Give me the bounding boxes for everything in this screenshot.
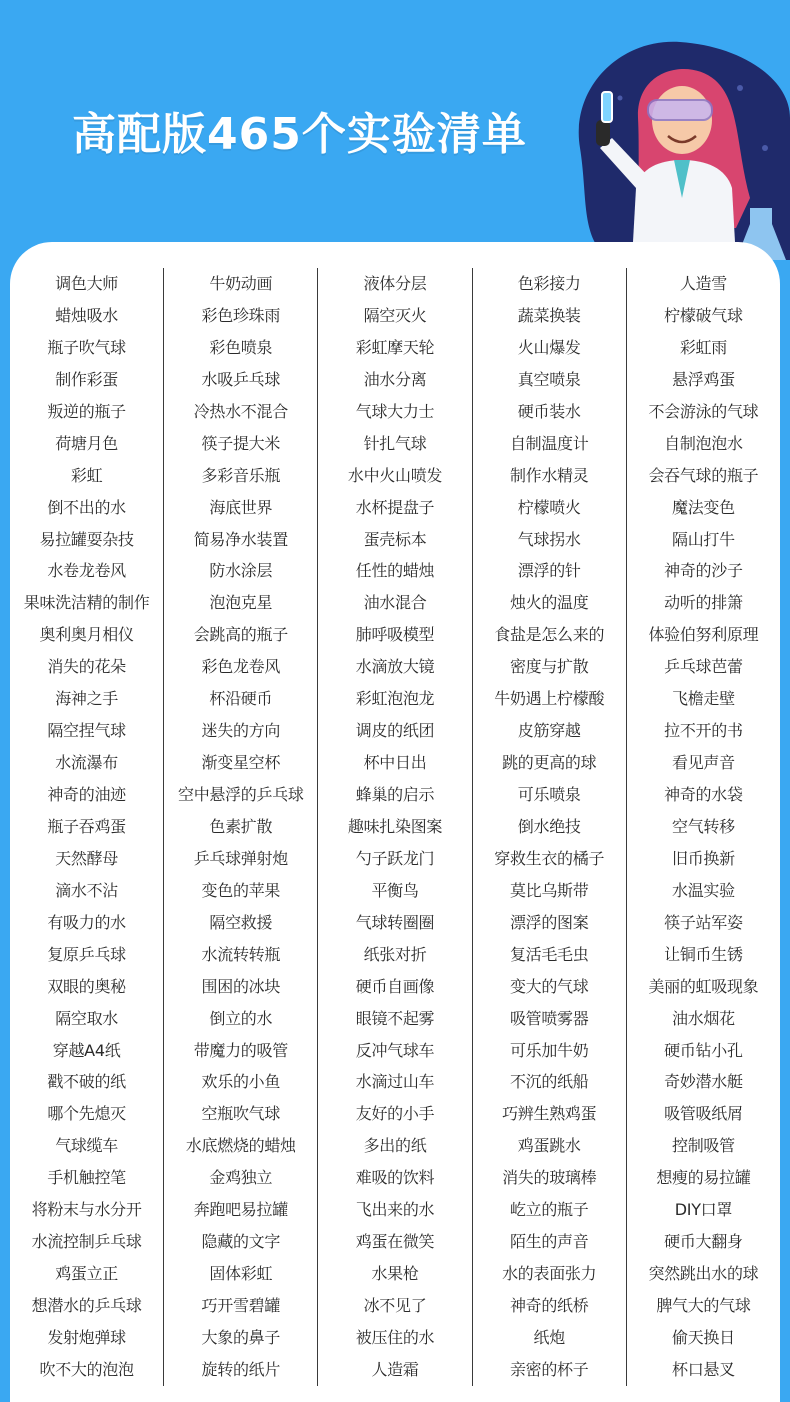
experiment-item: 肺呼吸模型: [355, 625, 435, 645]
experiment-item: 任性的蜡烛: [355, 561, 435, 581]
experiment-item: 瓶子吹气球: [47, 337, 126, 357]
experiment-item: 复原乒乓球: [47, 944, 126, 964]
experiment-item: 水流控制乒乓球: [31, 1232, 142, 1252]
experiment-item: 欢乐的小鱼: [201, 1072, 281, 1092]
experiment-item: 陌生的声音: [509, 1232, 589, 1252]
experiment-item: 柠檬喷火: [517, 497, 581, 517]
experiment-item: 不会游泳的气球: [648, 401, 759, 421]
experiment-item: 水流瀑布: [55, 753, 118, 773]
experiment-item: 手机触控笔: [47, 1168, 126, 1188]
experiment-item: 飞出来的水: [355, 1200, 435, 1220]
experiment-item: 隔山打牛: [672, 529, 735, 549]
experiment-item: 眼镜不起雾: [355, 1008, 435, 1028]
experiment-column: [473, 268, 627, 1386]
experiment-item: 双眼的奥秘: [47, 976, 126, 996]
experiment-item: 水底燃烧的蜡烛: [185, 1136, 296, 1156]
experiment-item: 脾气大的气球: [656, 1296, 751, 1315]
experiment-item: 蛋壳标本: [363, 529, 427, 549]
experiment-item: 旧币换新: [672, 848, 735, 868]
experiment-item: 多出的纸: [363, 1136, 427, 1156]
experiment-item: 复活毛毛虫: [509, 944, 589, 964]
scientist-illustration-icon: [540, 28, 790, 260]
experiment-item: 旋转的纸片: [201, 1359, 281, 1379]
experiment-item: 不沉的纸船: [509, 1072, 589, 1092]
experiment-item: 筷子提大米: [201, 433, 281, 453]
experiment-item: 密度与扩散: [509, 657, 589, 677]
experiment-item: 奥利奥月相仪: [39, 625, 134, 645]
experiment-item: 吸管吸纸屑: [664, 1104, 743, 1124]
experiment-item: 隔空取水: [55, 1008, 118, 1028]
experiment-item: 色彩接力: [517, 274, 581, 293]
experiment-item: 彩色珍珠雨: [201, 305, 281, 325]
experiment-item: 蜂巢的启示: [355, 785, 435, 804]
experiment-item: 隔空灭火: [363, 305, 427, 325]
experiment-item: 气球大力士: [355, 401, 435, 421]
experiment-item: 大象的鼻子: [201, 1327, 281, 1347]
experiment-item: 牛奶动画: [209, 274, 273, 293]
experiment-item: 水果枪: [371, 1264, 419, 1284]
experiment-item: 纸张对折: [363, 944, 427, 964]
experiment-item: 吸管喷雾器: [509, 1008, 589, 1028]
experiment-item: 海底世界: [209, 497, 273, 517]
experiment-item: 发射炮弹球: [47, 1327, 126, 1347]
experiment-item: 消失的花朵: [47, 657, 126, 677]
experiment-item: 神奇的水袋: [664, 785, 743, 804]
experiment-item: 火山爆发: [517, 337, 581, 357]
experiment-item: 水卷龙卷风: [47, 561, 126, 581]
experiment-item: 突然跳出水的球: [648, 1264, 759, 1284]
experiment-item: 反冲气球车: [355, 1040, 435, 1060]
experiment-item: 叛逆的瓶子: [47, 401, 126, 421]
experiment-item: 空瓶吹气球: [201, 1104, 281, 1124]
experiment-item: 哪个先熄灭: [47, 1104, 126, 1124]
experiment-item: 变大的气球: [509, 976, 589, 996]
experiment-item: 让铜币生锈: [664, 944, 743, 964]
experiment-item: 硬币钻小孔: [664, 1040, 743, 1060]
experiment-item: 色素扩散: [209, 816, 273, 836]
experiment-item: 难吸的饮料: [355, 1168, 435, 1188]
experiment-item: 杯口悬叉: [672, 1359, 735, 1379]
experiment-item: 气球拐水: [517, 529, 581, 549]
experiment-item: 魔法变色: [672, 497, 735, 517]
experiment-item: 可乐喷泉: [517, 785, 581, 804]
experiment-item: 带魔力的吸管: [193, 1040, 288, 1060]
experiment-item: 人造雪: [679, 274, 727, 293]
experiment-item: 穿越A4纸: [52, 1040, 121, 1060]
experiment-item: 水吸乒乓球: [201, 369, 281, 389]
experiment-item: 勺子跃龙门: [355, 848, 435, 868]
experiment-item: 人造霜: [371, 1359, 419, 1379]
header-banner: [0, 0, 790, 250]
page-title: 高配版465个实验清单: [72, 109, 527, 160]
experiment-item: 蔬菜换装: [517, 305, 581, 325]
experiment-item: 易拉罐耍杂技: [39, 529, 134, 549]
experiment-item: 围困的冰块: [201, 976, 281, 996]
experiment-item: 倒水绝技: [517, 816, 581, 836]
experiment-item: 变色的苹果: [201, 880, 281, 900]
experiment-item: 泡泡克星: [209, 593, 273, 613]
experiment-item: 乒乓球弹射炮: [193, 848, 288, 868]
experiment-item: 彩虹泡泡龙: [355, 689, 435, 709]
experiment-item: 想瘦的易拉罐: [656, 1168, 751, 1188]
experiment-item: 渐变星空杯: [201, 753, 281, 773]
experiment-item: 亲密的杯子: [509, 1359, 589, 1379]
experiment-item: 油水混合: [363, 593, 427, 613]
experiment-item: 杯中日出: [363, 753, 427, 773]
experiment-item: 防水涂层: [209, 561, 273, 581]
experiment-item: 将粉末与水分开: [31, 1200, 142, 1220]
experiment-item: 油水烟花: [672, 1008, 735, 1028]
experiment-item: 蜡烛吸水: [55, 305, 118, 325]
experiment-item: 鸡蛋立正: [55, 1264, 118, 1284]
experiment-item: 控制吸管: [672, 1136, 735, 1156]
experiment-item: 水的表面张力: [502, 1264, 597, 1284]
experiment-item: 空气转移: [672, 816, 735, 836]
experiment-item: 柠檬破气球: [664, 305, 743, 325]
experiment-item: 硬币装水: [517, 401, 581, 421]
experiment-column: [164, 268, 318, 1386]
experiment-item: 消失的玻璃棒: [502, 1168, 597, 1188]
experiment-item: 制作彩蛋: [55, 369, 118, 389]
experiment-item: 自制泡泡水: [664, 433, 743, 453]
experiment-item: 隔空救援: [209, 912, 273, 932]
experiment-item: 水温实验: [672, 880, 735, 900]
experiment-item: 奔跑吧易拉罐: [193, 1200, 288, 1220]
experiment-item: 金鸡独立: [209, 1168, 273, 1188]
experiment-item: 神奇的油迹: [47, 785, 126, 804]
experiment-item: 自制温度计: [509, 433, 589, 453]
experiment-item: 制作水精灵: [509, 465, 589, 485]
experiment-item: 鸡蛋跳水: [517, 1136, 581, 1156]
experiment-item: 倒不出的水: [47, 497, 126, 517]
experiment-item: 硬币自画像: [355, 976, 435, 996]
experiment-item: 迷失的方向: [201, 721, 281, 741]
experiment-item: 调皮的纸团: [355, 721, 435, 741]
experiment-item: 水滴放大镜: [355, 657, 435, 677]
experiment-item: 屹立的瓶子: [509, 1200, 589, 1220]
experiment-item: 戳不破的纸: [47, 1072, 126, 1092]
experiment-item: 会吞气球的瓶子: [648, 465, 759, 485]
experiment-item: 冷热水不混合: [193, 401, 288, 421]
experiment-item: 油水分离: [363, 369, 427, 389]
experiment-item: 悬浮鸡蛋: [672, 369, 735, 389]
experiment-item: 液体分层: [363, 274, 427, 293]
experiment-item: 隔空捏气球: [47, 721, 126, 741]
experiment-item: 体验伯努利原理: [648, 625, 759, 645]
experiment-item: 彩色龙卷风: [201, 657, 281, 677]
experiment-item: 烛火的温度: [509, 593, 589, 613]
experiment-item: 滴水不沾: [55, 880, 118, 900]
experiment-item: 友好的小手: [355, 1104, 435, 1124]
experiment-item: 平衡鸟: [371, 880, 419, 900]
experiment-item: 漂浮的针: [517, 561, 581, 581]
experiment-item: 想潜水的乒乓球: [31, 1296, 142, 1315]
experiment-item: 彩色喷泉: [209, 337, 273, 357]
experiment-item: 调色大师: [55, 274, 118, 293]
experiment-item: 有吸力的水: [47, 912, 126, 932]
experiment-item: DIY口罩: [674, 1200, 733, 1220]
experiment-item: 纸炮: [533, 1327, 565, 1347]
experiment-item: 水杯提盘子: [355, 497, 435, 517]
experiment-item: 可乐加牛奶: [509, 1040, 589, 1060]
experiment-item: 飞檐走壁: [672, 689, 735, 709]
experiment-item: 乒乓球芭蕾: [664, 657, 743, 677]
experiment-item: 牛奶遇上柠檬酸: [494, 689, 605, 709]
experiment-item: 鸡蛋在微笑: [355, 1232, 435, 1252]
experiment-item: 荷塘月色: [55, 433, 118, 453]
experiment-column: [627, 268, 780, 1386]
experiment-item: 倒立的水: [209, 1008, 273, 1028]
experiment-item: 会跳高的瓶子: [193, 625, 288, 645]
experiment-item: 果味洗洁精的制作: [23, 593, 150, 613]
experiment-item: 拉不开的书: [664, 721, 743, 741]
experiment-item: 漂浮的图案: [509, 912, 589, 932]
experiment-item: 海神之手: [55, 689, 118, 709]
experiment-item: 固体彩虹: [209, 1264, 273, 1284]
experiment-item: 杯沿硬币: [209, 689, 273, 709]
experiment-item: 彩虹: [70, 465, 103, 485]
experiment-item: 穿救生衣的橘子: [494, 848, 605, 868]
experiment-item: 被压住的水: [355, 1327, 435, 1347]
experiment-item: 硬币大翻身: [664, 1232, 743, 1252]
experiment-item: 神奇的沙子: [664, 561, 743, 581]
experiment-item: 气球转圈圈: [355, 912, 435, 932]
experiment-item: 偷天换日: [672, 1327, 735, 1347]
experiment-item: 简易净水装置: [193, 529, 288, 549]
experiment-item: 多彩音乐瓶: [201, 465, 281, 485]
experiment-item: 趣味扎染图案: [347, 816, 443, 836]
experiment-item: 空中悬浮的乒乓球: [178, 785, 304, 804]
experiment-column: [10, 268, 164, 1386]
experiment-item: 彩虹摩天轮: [355, 337, 435, 357]
experiment-item: 气球缆车: [55, 1136, 118, 1156]
experiment-item: 冰不见了: [363, 1296, 427, 1315]
experiment-item: 隐藏的文字: [201, 1232, 281, 1252]
experiment-item: 水滴过山车: [355, 1072, 435, 1092]
experiment-item: 天然酵母: [55, 848, 118, 868]
experiment-item: 看见声音: [672, 753, 735, 773]
experiment-item: 瓶子吞鸡蛋: [47, 816, 126, 836]
experiment-item: 神奇的纸桥: [509, 1296, 589, 1315]
experiment-item: 水流转转瓶: [201, 944, 281, 964]
experiment-grid: [10, 268, 780, 1386]
experiment-item: 巧辨生熟鸡蛋: [502, 1104, 597, 1124]
experiment-item: 巧开雪碧罐: [201, 1296, 281, 1315]
experiment-item: 筷子站军姿: [664, 912, 743, 932]
experiment-item: 动听的排箫: [664, 593, 743, 613]
experiment-item: 美丽的虹吸现象: [648, 976, 759, 996]
experiment-item: 彩虹雨: [679, 337, 727, 357]
experiment-item: 莫比乌斯带: [509, 880, 589, 900]
experiment-item: 真空喷泉: [517, 369, 581, 389]
experiment-item: 皮筋穿越: [517, 721, 581, 741]
experiment-item: 跳的更高的球: [502, 753, 597, 773]
experiment-column: [318, 268, 472, 1386]
experiment-item: 食盐是怎么来的: [494, 625, 605, 645]
experiment-item: 奇妙潜水艇: [664, 1072, 743, 1092]
experiment-item: 水中火山喷发: [347, 465, 443, 485]
experiment-item: 吹不大的泡泡: [39, 1359, 134, 1379]
experiment-item: 针扎气球: [363, 433, 427, 453]
